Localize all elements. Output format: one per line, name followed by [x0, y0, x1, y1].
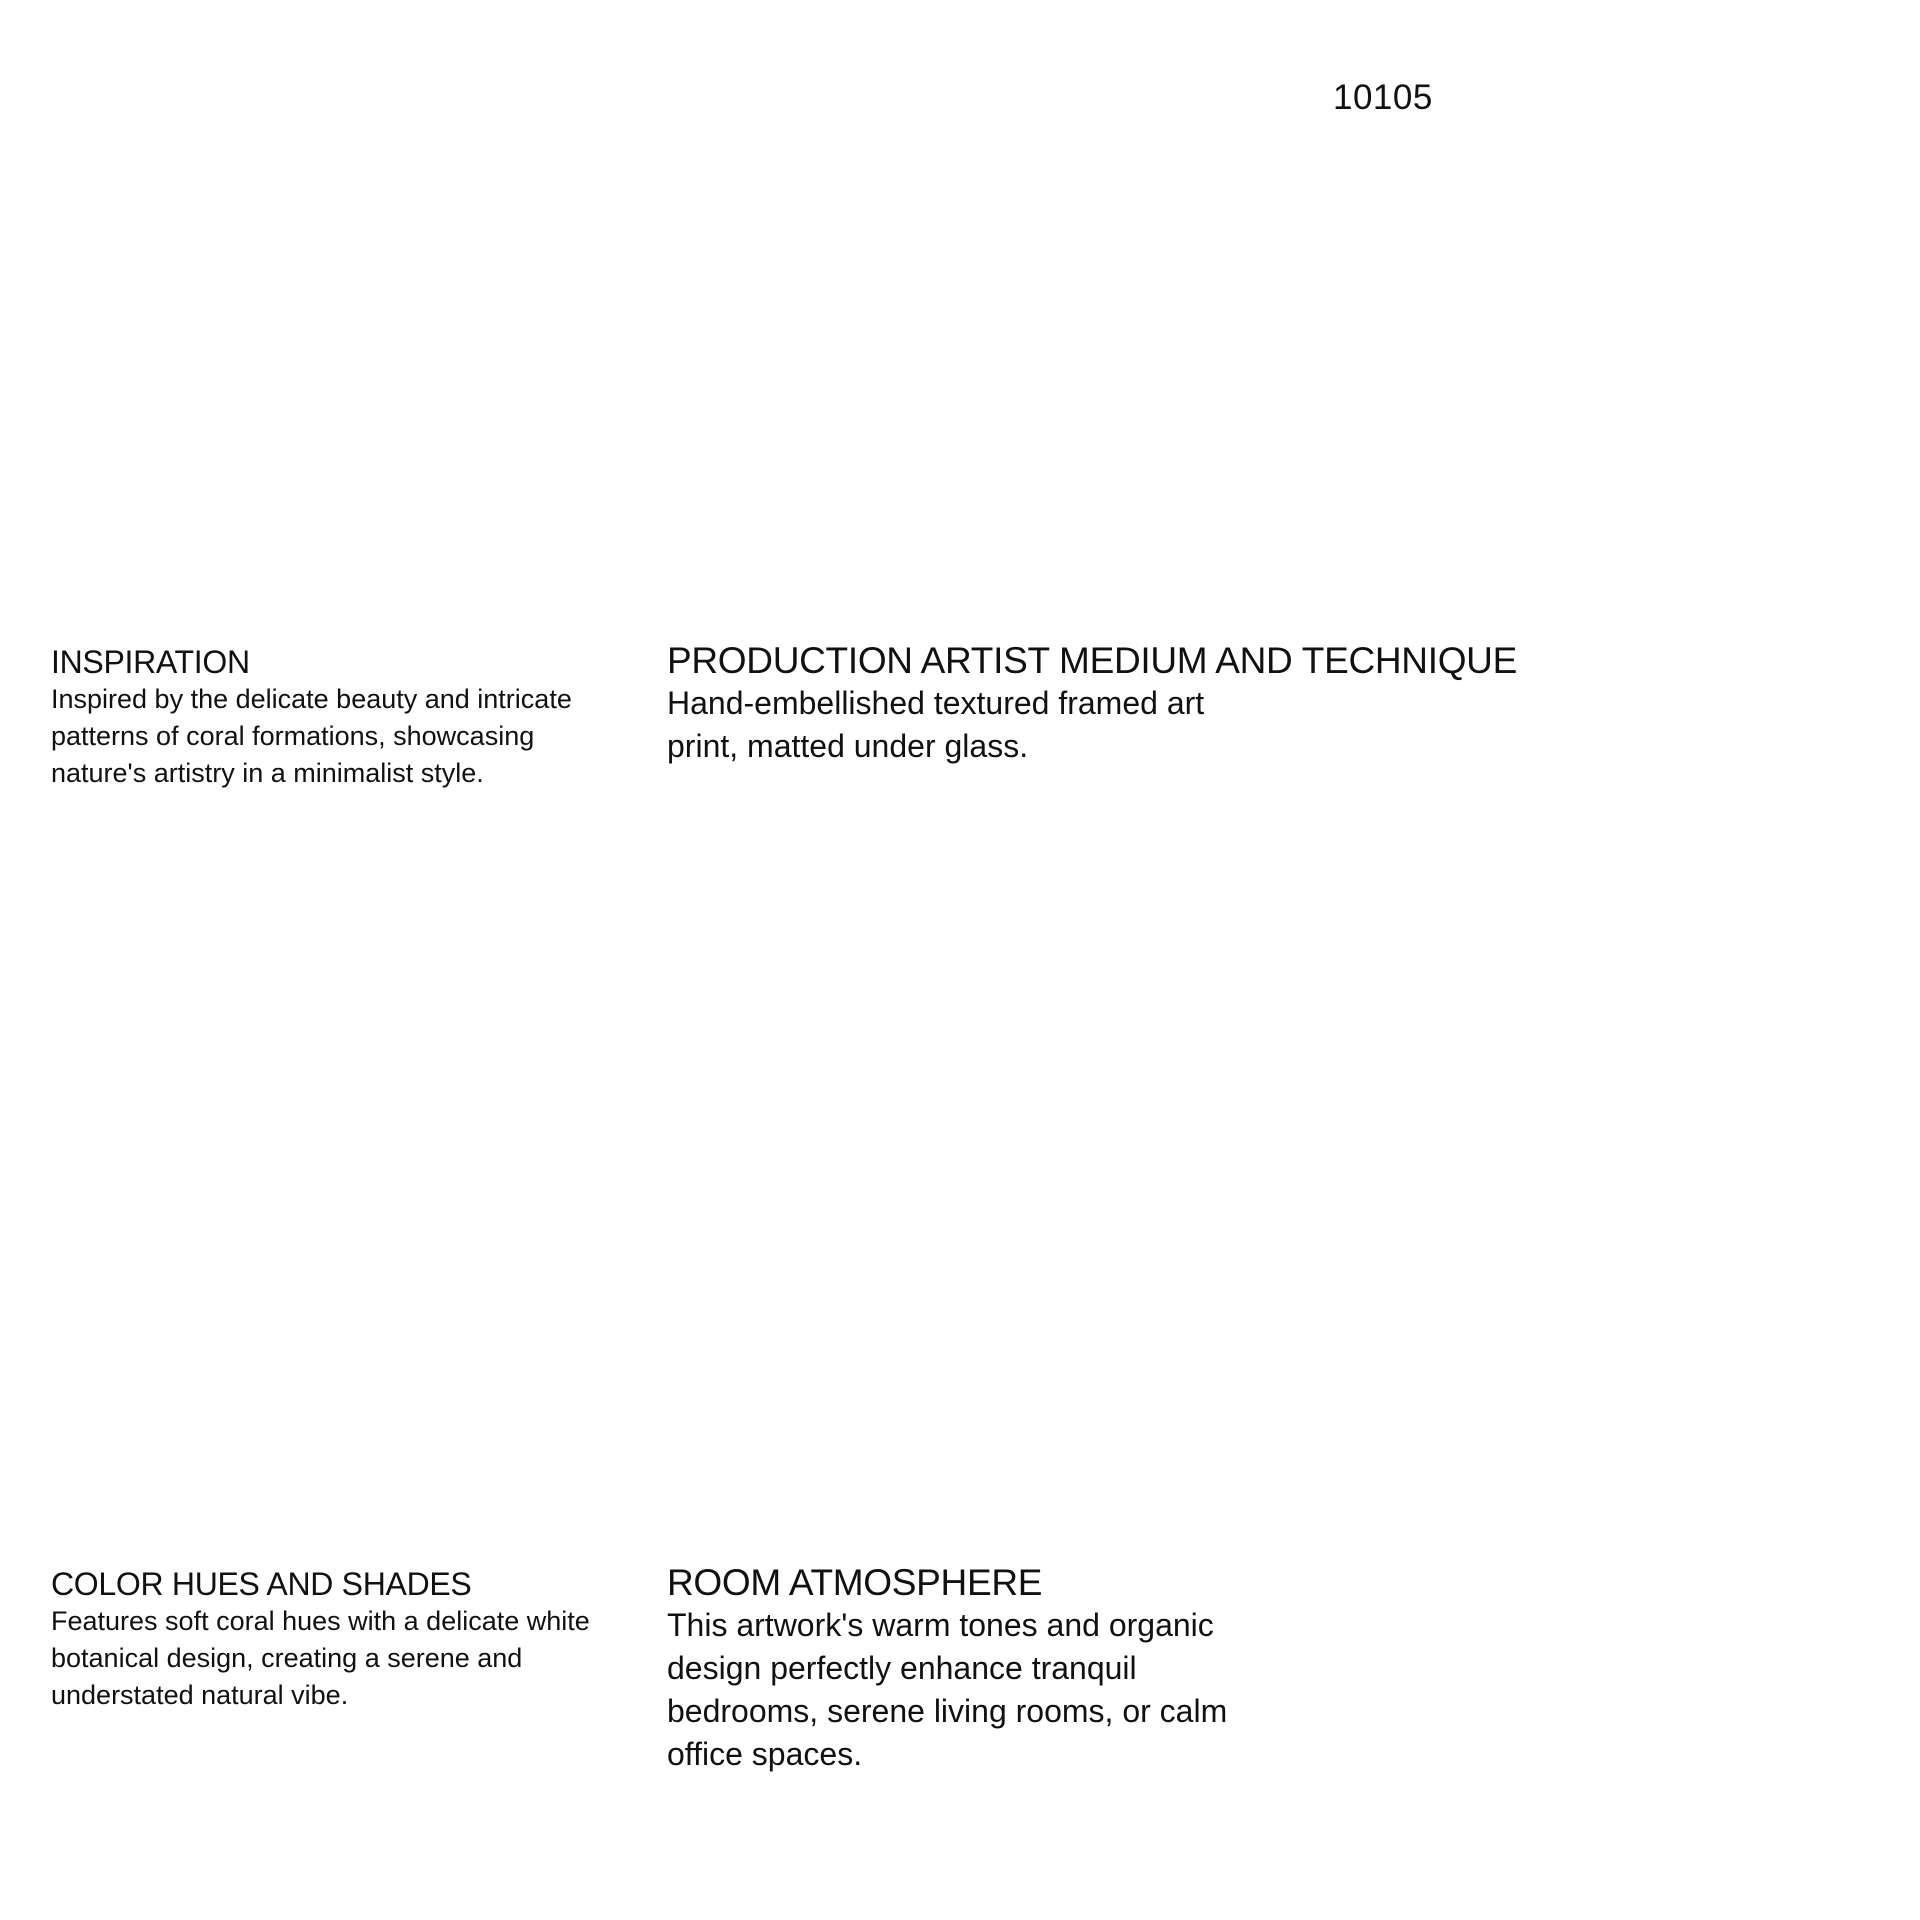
production-heading: PRODUCTION ARTIST MEDIUM AND TECHNIQUE	[667, 640, 1517, 681]
room-heading: ROOM ATMOSPHERE	[667, 1562, 1043, 1603]
production-section	[667, 640, 1517, 768]
room-text: This artwork's warm tones and organic design perfectly enhance tranquil bedrooms, serene living rooms, or calm office spaces.	[667, 1607, 1228, 1772]
inspiration-section	[51, 643, 621, 792]
inspiration-text: Inspired by the delicate beauty and intricate patterns of coral formations, showcasing nature's artistry in a minimalist style.	[51, 684, 572, 788]
color-section	[51, 1565, 621, 1714]
color-text: Features soft coral hues with a delicate white botanical design, creating a serene and understated natural vibe.	[51, 1606, 590, 1710]
color-heading: COLOR HUES AND SHADES	[51, 1566, 472, 1602]
production-text: Hand-embellished textured framed art print, matted under glass.	[667, 685, 1205, 764]
product-code: 10105	[1333, 78, 1433, 117]
room-section	[667, 1562, 1257, 1776]
inspiration-heading: INSPIRATION	[51, 644, 250, 680]
